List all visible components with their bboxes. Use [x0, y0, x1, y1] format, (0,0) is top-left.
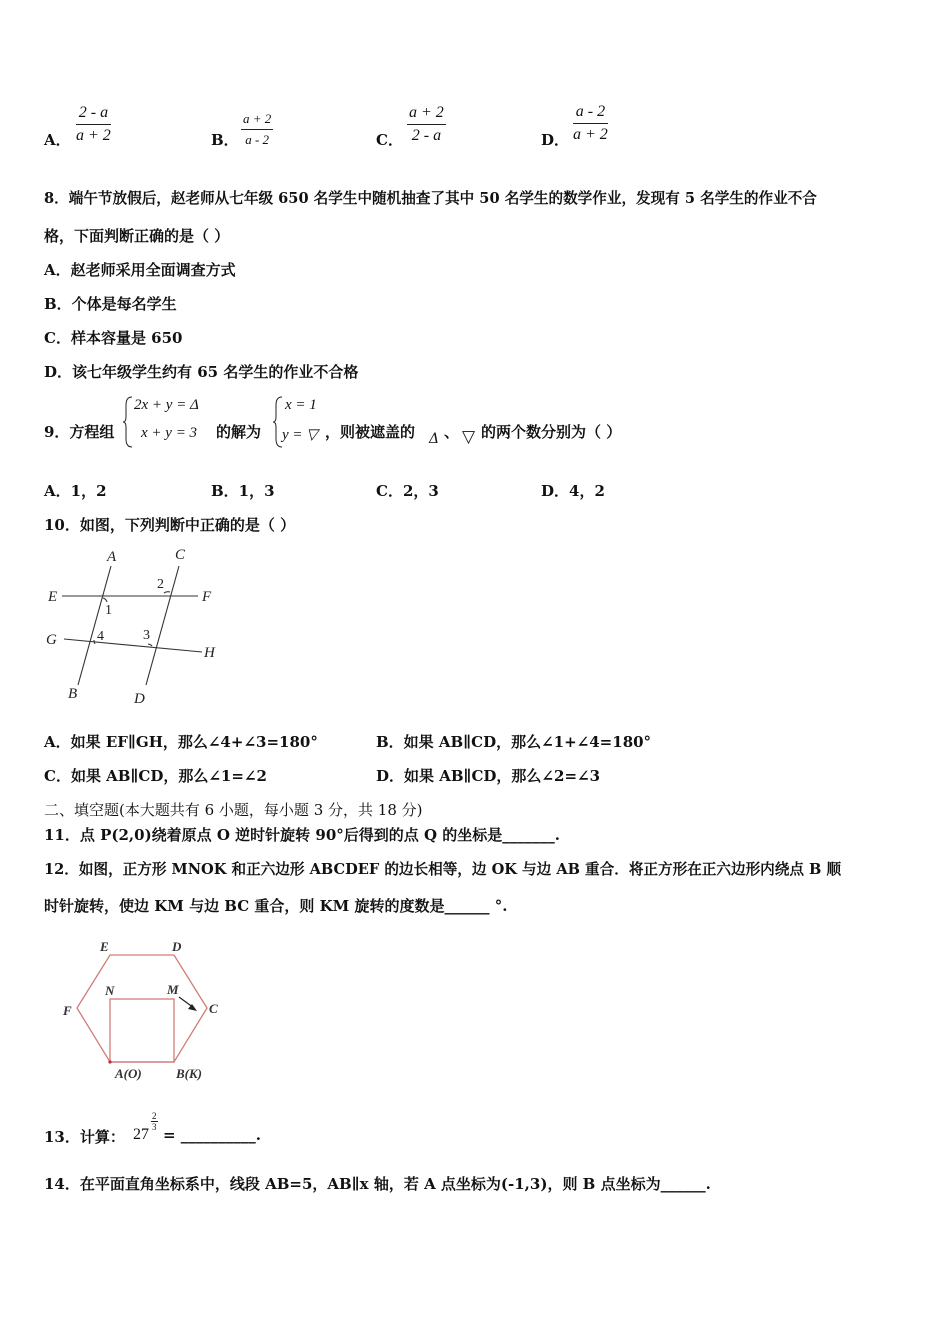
q12-figure — [55, 935, 235, 1085]
q12-label-e: E — [100, 939, 109, 954]
q10-label-a: A — [107, 549, 117, 565]
q10-stem: 10．如图，下列判断中正确的是（ ） — [44, 516, 296, 534]
q9-option-c: C．2，3 — [376, 482, 439, 500]
q10-option-b: B．如果 AB∥CD，那么∠1+∠4=180° — [376, 733, 652, 751]
q12-label-d: D — [172, 939, 182, 954]
q10-line-ab — [78, 566, 111, 685]
q9-solution-2: y = ▽ — [282, 427, 318, 443]
q8-option-d: D．该七年级学生约有 65 名学生的作业不合格 — [44, 363, 359, 381]
q7-option-d-fraction — [573, 103, 608, 144]
q9-triangle-symbol: Δ — [429, 431, 440, 447]
q9-equation-2: x + y = 3 — [141, 425, 198, 441]
q12-label-n: N — [105, 983, 115, 998]
q10-option-c: C．如果 AB∥CD，那么∠1=∠2 — [44, 767, 267, 785]
q10-option-d: D．如果 AB∥CD，那么∠2=∠3 — [376, 767, 601, 785]
q13-exponent-numerator: 2 — [152, 1111, 157, 1121]
q7-option-a-numerator: 2 - a — [76, 104, 111, 125]
q10-label-f: F — [202, 589, 212, 605]
q10-label-c: C — [175, 547, 186, 563]
q7-option-d-label: D． — [541, 131, 570, 149]
q13-suffix: = __________. — [163, 1126, 262, 1144]
q7-option-c-numerator: a + 2 — [407, 104, 446, 125]
q10-label-d: D — [134, 691, 145, 707]
q7-option-d-denominator: a + 2 — [573, 126, 608, 143]
q8-stem-line1: 8．端午节放假后，赵老师从七年级 650 名学生中随机抽查了其中 50 名学生的数学作业，发现有 5 名学生的作业不合 — [44, 190, 817, 207]
q13-base: 27 — [133, 1126, 149, 1143]
q10-angle-2-arc — [164, 592, 170, 593]
q10-line-gh — [64, 639, 202, 652]
q7-option-a-denominator: a + 2 — [76, 127, 111, 144]
q10-label-g: G — [46, 632, 57, 648]
q12-label-a-o: A(O) — [115, 1066, 142, 1081]
q14-stem: 14．在平面直角坐标系中，线段 AB=5，AB∥x 轴，若 A 点坐标为(-1,3)，则 B 点坐标为______. — [44, 1175, 711, 1193]
q9-mid-text: 的解为 — [216, 423, 262, 441]
q9-text-2: ，则被遮盖的 — [325, 423, 416, 441]
q12-label-c: C — [209, 1001, 218, 1016]
q9-separator: 、 — [444, 423, 460, 441]
q12-label-b-k: B(K) — [176, 1066, 202, 1081]
q13-exponent — [151, 1111, 158, 1132]
q7-option-b-fraction — [241, 111, 273, 148]
q9-nabla-symbol: ▽ — [462, 427, 476, 447]
q7-option-b-denominator: a - 2 — [245, 132, 270, 147]
q7-option-c-fraction — [407, 104, 446, 145]
q10-label-b: B — [68, 686, 78, 702]
q12-stem-line2: 时针旋转，使边 KM 与边 BC 重合，则 KM 旋转的度数是______ °. — [44, 897, 508, 915]
q12-square — [110, 999, 174, 1062]
q13-exponent-denominator: 3 — [152, 1122, 157, 1132]
q9-text-3: 的两个数分别为（ ） — [481, 423, 622, 441]
q10-label-angle-1: 1 — [105, 603, 112, 618]
q12-point-a — [108, 1060, 111, 1063]
q11-stem: 11．点 P(2,0)绕着原点 O 逆时针旋转 90°后得到的点 Q 的坐标是_______. — [44, 826, 561, 844]
q8-option-a: A．赵老师采用全面调查方式 — [44, 261, 236, 279]
q9-system-brace — [122, 395, 134, 449]
q10-option-a: A．如果 EF∥GH，那么∠4+∠3=180° — [44, 733, 318, 751]
q9-prefix: 9．方程组 — [44, 423, 115, 441]
q10-label-angle-4: 4 — [97, 629, 104, 644]
q7-option-c-denominator: 2 - a — [411, 127, 442, 144]
q12-label-m: M — [167, 982, 179, 997]
section-2-heading: 二、填空题(本大题共有 6 小题，每小题 3 分，共 18 分) — [44, 801, 423, 819]
q9-equation-1: 2x + y = Δ — [134, 397, 199, 413]
q7-option-a-fraction — [76, 104, 111, 145]
q9-option-a: A．1，2 — [44, 482, 107, 500]
q8-option-b: B．个体是每名学生 — [44, 295, 177, 313]
q10-label-e: E — [48, 589, 58, 605]
q7-option-c-label: C． — [376, 131, 403, 149]
q9-solution-1: x = 1 — [285, 397, 317, 413]
q12-label-f: F — [63, 1003, 72, 1018]
q12-hexagon — [77, 955, 207, 1062]
q12-stem-line1: 12．如图，正方形 MNOK 和正六边形 ABCDEF 的边长相等，边 OK 与边 AB 重合．将正方形在正六边形内绕点 B 顺 — [44, 861, 842, 878]
q7-option-b-label: B． — [211, 131, 239, 149]
q10-angle-1-arc — [103, 598, 107, 602]
q7-option-b-numerator: a + 2 — [241, 111, 273, 130]
q10-label-angle-2: 2 — [157, 577, 164, 592]
q10-label-angle-3: 3 — [143, 628, 150, 643]
q9-option-d: D．4，2 — [541, 482, 605, 500]
q9-option-b: B．1，3 — [211, 482, 275, 500]
q8-option-c: C．样本容量是 650 — [44, 329, 183, 347]
q7-option-d-numerator: a - 2 — [573, 103, 608, 124]
q10-figure — [40, 540, 230, 710]
q10-label-h: H — [204, 645, 215, 661]
q13-prefix: 13．计算： — [44, 1128, 125, 1146]
q8-stem-line2: 格，下面判断正确的是（ ） — [44, 227, 230, 245]
q7-option-a-label: A． — [44, 131, 71, 149]
q10-angle-3-arc — [148, 644, 152, 646]
